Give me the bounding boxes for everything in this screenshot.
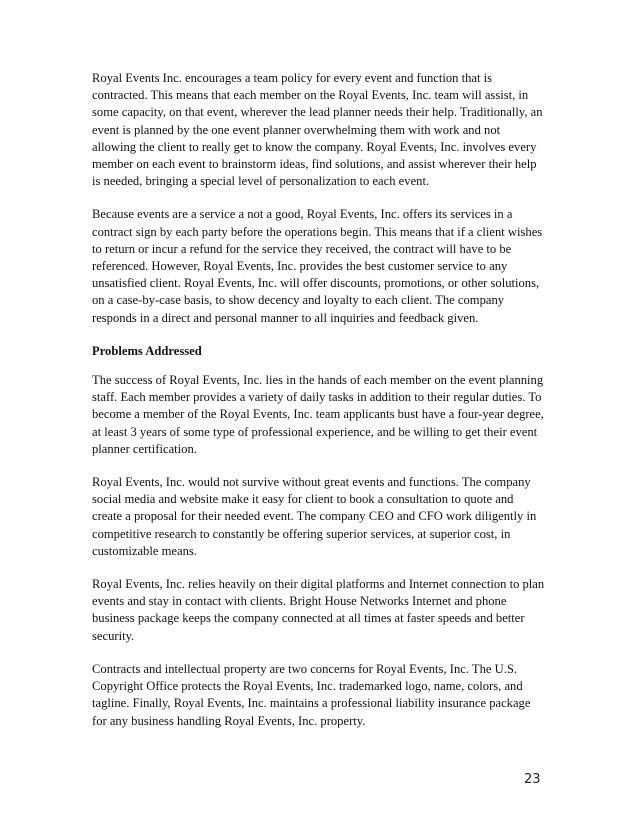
text-line: tagline. Finally, Royal Events, Inc. maintains a professional liability insurance package (92, 696, 531, 711)
paragraph (92, 474, 552, 560)
section-heading-problems-addressed: Problems Addressed (92, 343, 202, 358)
text-line: Because events are a service a not a good, Royal Events, Inc. offers its services in a (92, 207, 513, 222)
text-line: member on each event to brainstorm ideas, find solutions, and assist wherever their help (92, 157, 537, 172)
text-line: at least 3 years of some type of professional experience, and be willing to get their event (92, 424, 538, 439)
paragraph (92, 661, 552, 730)
paragraph (92, 206, 552, 326)
text-line: referenced. However, Royal Events, Inc. provides the best customer service to any (92, 259, 508, 274)
text-line: to return or incur a refund for the service they received, the contract will have to be (92, 241, 512, 256)
page-number: 23 (524, 772, 541, 787)
text-line: Royal Events Inc. encourages a team policy for every event and function that is (92, 71, 493, 85)
text-line: for any business handling Royal Events, Inc. property. (92, 713, 366, 728)
text-line: Contracts and intellectual property are two concerns for Royal Events, Inc. The U.S. (92, 661, 518, 676)
text-line: Copyright Office protects the Royal Events, Inc. trademarked logo, name, colors, and (92, 679, 523, 694)
text-line: events and stay in contact with clients. Bright House Networks Internet and phone (92, 594, 507, 609)
paragraph (92, 372, 552, 458)
paragraph (92, 70, 552, 190)
text-line: The success of Royal Events, Inc. lies in the hands of each member on the event planning (92, 373, 544, 388)
text-line: contracted. This means that each member on the Royal Events, Inc. team will assist, in (92, 88, 529, 103)
text-line: Royal Events, Inc. relies heavily on their digital platforms and Internet connection to plan (92, 577, 545, 592)
intro-section (92, 70, 552, 327)
paragraph (92, 576, 552, 645)
text-line: event is planned by the one event planner overwhelming them with work and not (92, 122, 501, 137)
text-line: become a member of the Royal Events, Inc. team applicants bust have a four-year degree, (92, 407, 544, 422)
text-line: contract sign by each party before the operations begin. This means that if a client wishes (92, 224, 543, 239)
text-line: is needed, bringing a special level of personalization to each event. (92, 174, 430, 189)
text-line: staff. Each member provides a variety of daily tasks in addition to their regular duties. To (92, 390, 542, 405)
text-line: planner certification. (92, 441, 197, 456)
text-line: responds in a direct and personal manner to all inquiries and feedback given. (92, 310, 479, 325)
text-line: allowing the client to really get to know the company. Royal Events, Inc. involves every (92, 139, 537, 154)
text-line: on a case-by-case basis, to show decency and loyalty to each client. The company (92, 293, 505, 308)
text-line: competitive research to constantly be offering superior services, at superior cost, in (92, 526, 511, 541)
document-page (92, 70, 552, 746)
text-line: create a proposal for their needed event. The company CEO and CFO work diligently in (92, 509, 537, 524)
text-line: social media and website make it easy for client to book a consultation to quote and (92, 492, 514, 507)
problems-section (92, 372, 552, 730)
text-line: security. (92, 628, 135, 643)
text-line: business package keeps the company connected at all times at faster speeds and better (92, 611, 525, 626)
text-line: some capacity, on that event, wherever the lead planner needs their help. Traditionally, an (92, 105, 543, 120)
text-line: Royal Events, Inc. would not survive without great events and functions. The company (92, 475, 531, 490)
text-line: unsatisfied client. Royal Events, Inc. will offer discounts, promotions, or other solutions, (92, 276, 540, 291)
text-line: customizable means. (92, 543, 197, 558)
